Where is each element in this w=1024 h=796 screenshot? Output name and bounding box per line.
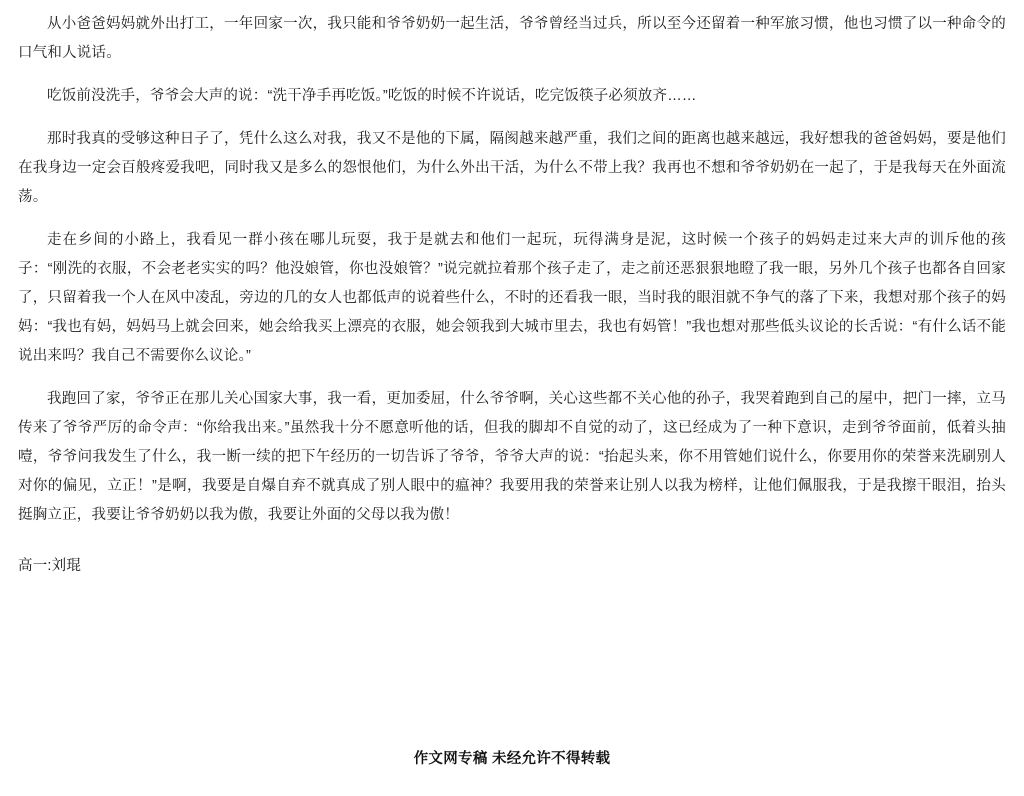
body-paragraph: 从小爸爸妈妈就外出打工，一年回家一次，我只能和爷爷奶奶一起生活，爷爷曾经当过兵，所以至今还留着一种军旅习惯，他也习惯了以一种命令的口气和人说话。	[18, 16, 1006, 61]
body-paragraph: 我跑回了家，爷爷正在那儿关心国家大事，我一看，更加委屈，什么爷爷啊，关心这些都不关心他的孙子，我哭着跑到自己的屋中，把门一摔，立马传来了爷爷严厉的命令声：“你给我出来。”虽然我十分不愿意听他的话，但我的脚却不自觉的动了，这已经成为了一种下意识，走到爷爷面前，低着头抽噎，爷爷问我发生了什么，我一断一续的把下午经历的一切告诉了爷爷，爷爷大声的说：“抬起头来，你不用管她们说什么，你要用你的荣誉来洗刷别人对你的偏见，立正！”是啊，我要是自爆自弃不就真成了别人眼中的瘟神？我要用我的荣誉来让别人以我为榜样，让他们佩服我，于是我擦干眼泪，抬头挺胸立正，我要让爷爷奶奶以我为傲，我要让外面的父母以我为傲！	[18, 391, 1006, 523]
body-paragraph: 那时我真的受够这种日子了，凭什么这么对我，我又不是他的下属，隔阂越来越严重，我们之间的距离也越来越远，我好想我的爸爸妈妈，要是他们在我身边一定会百般疼爱我吧，同时我又是多么的怨恨他们，为什么外出干活，为什么不带上我？我再也不想和爷爷奶奶在一起了，于是我每天在外面流荡。	[18, 131, 1006, 205]
body-paragraph: 吃饭前没洗手，爷爷会大声的说：“洗干净手再吃饭。”吃饭的时候不许说话，吃完饭筷子必须放齐……	[47, 88, 697, 104]
copyright-notice: 作文网专稿 未经允许不得转载	[413, 751, 611, 767]
body-paragraph: 走在乡间的小路上，我看见一群小孩在哪儿玩耍，我于是就去和他们一起玩，玩得满身是泥，这时候一个孩子的妈妈走过来大声的训斥他的孩子：“刚洗的衣服，不会老老实实的吗？他没娘管，你也没娘管？”说完就拉着那个孩子走了，走之前还恶狠狠地瞪了我一眼，另外几个孩子也都各自回家了，只留着我一个人在风中凌乱，旁边的几的女人也都低声的说着些什么，不时的还看我一眼，当时我的眼泪就不争气的落了下来，我想对那个孩子的妈妈：“我也有妈，妈妈马上就会回来，她会给我买上漂亮的衣服，她会领我到大城市里去，我也有妈管！”我也想对那些低头议论的长舌说：“有什么话不能说出来吗？我自己不需要你么议论。”	[18, 232, 1006, 364]
author-signature: 高一:刘琨	[18, 558, 82, 574]
